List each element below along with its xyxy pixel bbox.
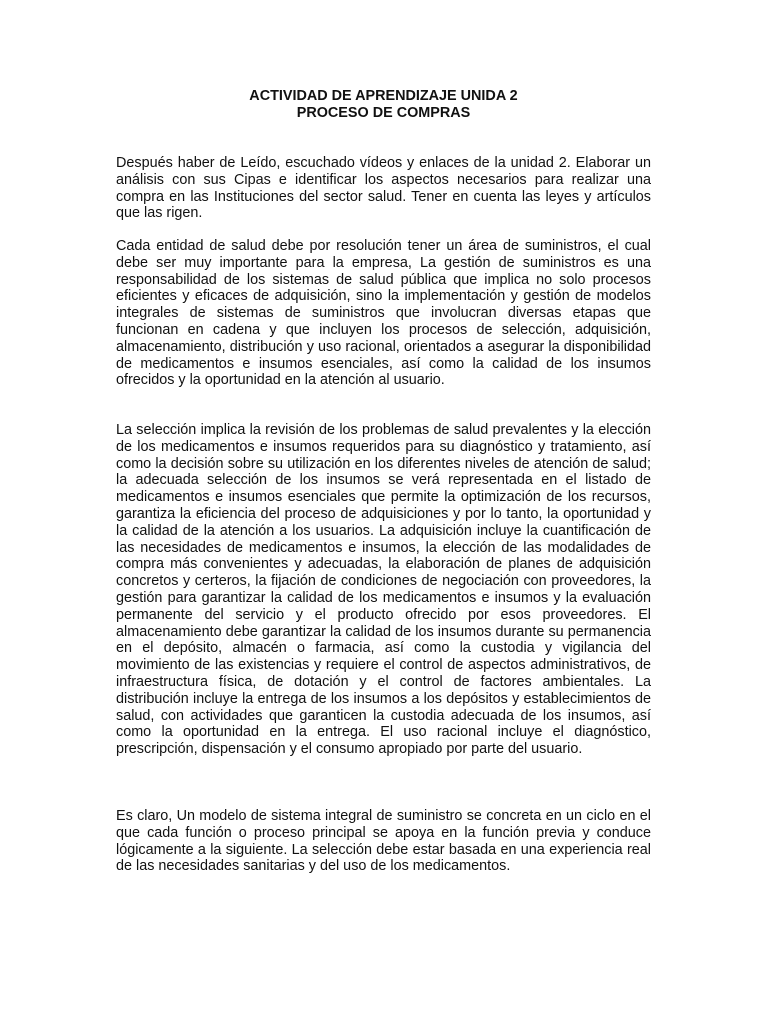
- title-line-2: PROCESO DE COMPRAS: [296, 105, 471, 121]
- paragraph-conclusion: Es claro, Un modelo de sistema integral de suministro se concreta en un ciclo en el que cada función o proceso principal se apoya en la función previa y conduce lógicamente a la siguiente. La selección debe estar basada en una experiencia real de las necesidades sanitarias y del uso de los medicamentos.: [116, 808, 651, 875]
- paragraph-intro: Después haber de Leído, escuchado vídeos y enlaces de la unidad 2. Elaborar un análisis con sus Cipas e identificar los aspectos necesarios para realizar una compra en las Instituciones del sector salud. Tener en cuenta las leyes y artículos que las rigen.: [116, 155, 651, 222]
- title-line-1: ACTIVIDAD DE APRENDIZAJE UNIDA 2: [249, 88, 518, 104]
- paragraph-seleccion: La selección implica la revisión de los problemas de salud prevalentes y la elección de los medicamentos e insumos requeridos para su diagnóstico y tratamiento, así como la decisión sobre su utilización en los diferentes niveles de atención de salud; la adecuada selección de los insumos se verá representada en el listado de medicamentos e insumos esenciales que permite la optimización de los recursos, garantiza la eficiencia del proceso de adquisiciones y por lo tanto, la oportunidad y la calidad de la atención a los usuarios. La adquisición incluye la cuantificación de las necesidades de medicamentos e insumos, la elección de las modalidades de compra más convenientes y adecuadas, la elaboración de planes de adquisición concretos y certeros, la fijación de condiciones de negociación con proveedores, la gestión para garantizar la calidad de los medicamentos e insumos y la evaluación permanente del servicio y el producto ofrecido por esos proveedores. El almacenamiento debe garantizar la calidad de los insumos durante su permanencia en el depósito, almacén o farmacia, así como la custodia y vigilancia del movimiento de las existencias y requiere el control de aspectos administrativos, de infraestructura física, de dotación y el control de factores ambientales. La distribución incluye la entrega de los insumos a los depósitos y establecimientos de salud, con actividades que garanticen la custodia adecuada de los insumos, así como la oportunidad en la entrega. El uso racional incluye el diagnóstico, prescripción, dispensación y el consumo apropiado por parte del usuario.: [116, 422, 651, 758]
- document-title: [116, 88, 651, 122]
- paragraph-suministros: Cada entidad de salud debe por resolución tener un área de suministros, el cual debe ser muy importante para la empresa, La gestión de suministros es una responsabilidad de los sistemas de salud pública que implica no solo procesos eficientes y eficaces de adquisición, sino la implementación y gestión de modelos integrales de sistemas de suministros que involucran diversas etapas que funcionan en cadena y que incluyen los procesos de selección, adquisición, almacenamiento, distribución y uso racional, orientados a asegurar la disponibilidad de medicamentos e insumos esenciales, así como la calidad de los insumos ofrecidos y la oportunidad en la atención al usuario.: [116, 238, 651, 389]
